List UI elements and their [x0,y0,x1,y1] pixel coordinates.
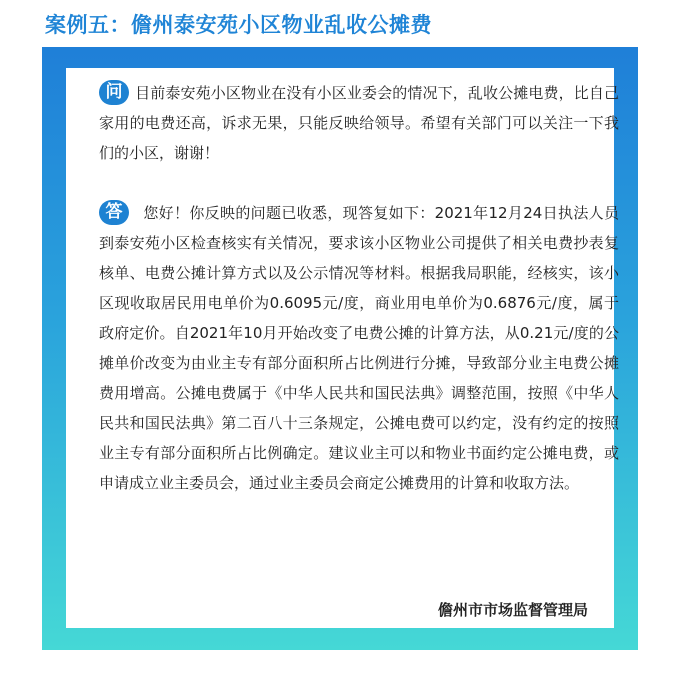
answer-badge: 答 [99,200,129,225]
question-block [99,78,619,168]
signature: 儋州市市场监督管理局 [437,601,588,619]
question-text: 目前泰安苑小区物业在没有小区业委会的情况下，乱收公摊电费，比自己家用的电费还高，诉求无果，只能反映给领导。希望有关部门可以关注一下我们的小区，谢谢！ [99,84,619,162]
answer-text: 您好！你反映的问题已收悉，现答复如下：2021年12月24日执法人员到泰安苑小区检查核实有关情况，要求该小区物业公司提供了相关电费抄表复核单、电费公摊计算方式以及公示情况等材料。根据我局职能，经核实，该小区现收取居民用电单价为0.6095元/度，商业用电单价为0.6876元/度，属于政府定价。自2021年10月开始改变了电费公摊的计算方法，从0.21元/度的公摊单价改变为由业主专有部分面积所占比例进行分摊，导致部分业主电费公摊费用增高。公摊电费属于《中华人民共和国民法典》调整范围，按照《中华人民共和国民法典》第二百八十三条规定，公摊电费可以约定，没有约定的按照业主专有部分面积所占比例确定。建议业主可以和物业书面约定公摊电费，或申请成立业主委员会，通过业主委员会商定公摊费用的计算和收取方法。 [99,204,619,492]
card-frame [42,47,638,650]
page-title: 案例五：儋州泰安苑小区物业乱收公摊费 [45,13,432,37]
qa-card [66,68,619,628]
answer-block [99,198,619,498]
question-badge: 问 [99,80,129,105]
